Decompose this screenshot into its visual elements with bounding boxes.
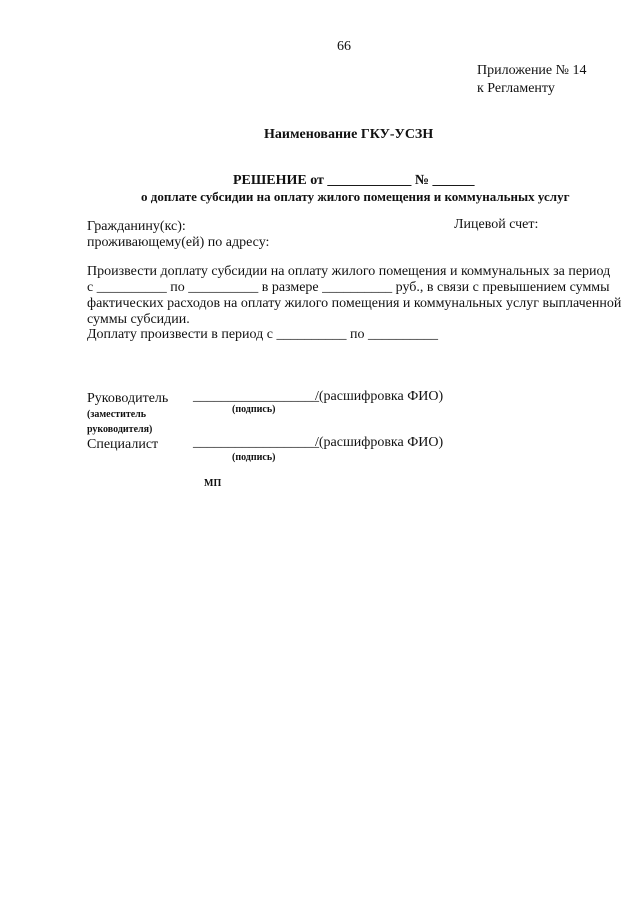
appendix-line-2: к Регламенту [477,81,555,96]
specialist-name-decode: /(расшифровка ФИО) [315,435,444,450]
head-name-decode: /(расшифровка ФИО) [315,389,444,404]
org-name: Наименование ГКУ-УСЗН [264,127,434,142]
body-line-5: Доплату произвести в период с __________ по __________ [87,327,438,342]
appendix-line-1: Приложение № 14 [477,63,587,78]
body-line-4: суммы субсидии. [87,312,190,327]
citizen-label: Гражданину(кс): [87,219,186,234]
deputy-line-1: (заместитель [87,409,147,420]
signature-hint-1: (подпись) [232,404,276,415]
body-line-3: фактических расходов на оплату жилого помещения и коммунальных услуг выплаченной [87,296,622,311]
page-number: 66 [337,39,351,54]
account-label: Лицевой счет: [454,217,539,232]
specialist-signature-line: __________________ [193,435,319,450]
signature-hint-2: (подпись) [232,452,276,463]
deputy-line-2: руководителя) [87,424,153,435]
decision-title: РЕШЕНИЕ от ____________ № ______ [233,173,475,188]
seal-mark: МП [204,478,222,489]
address-label: проживающему(ей) по адресу: [87,235,270,250]
body-line-2: с __________ по __________ в размере __________ руб., в связи с превышением суммы [87,280,610,295]
body-line-1: Произвести доплату субсидии на оплату жилого помещения и коммунальных за период [87,264,611,279]
decision-subtitle: о доплате субсидии на оплату жилого помещения и коммунальных услуг [141,189,570,204]
head-label: Руководитель [87,391,169,406]
head-signature-line: __________________ [193,389,319,404]
specialist-label: Специалист [87,437,159,452]
